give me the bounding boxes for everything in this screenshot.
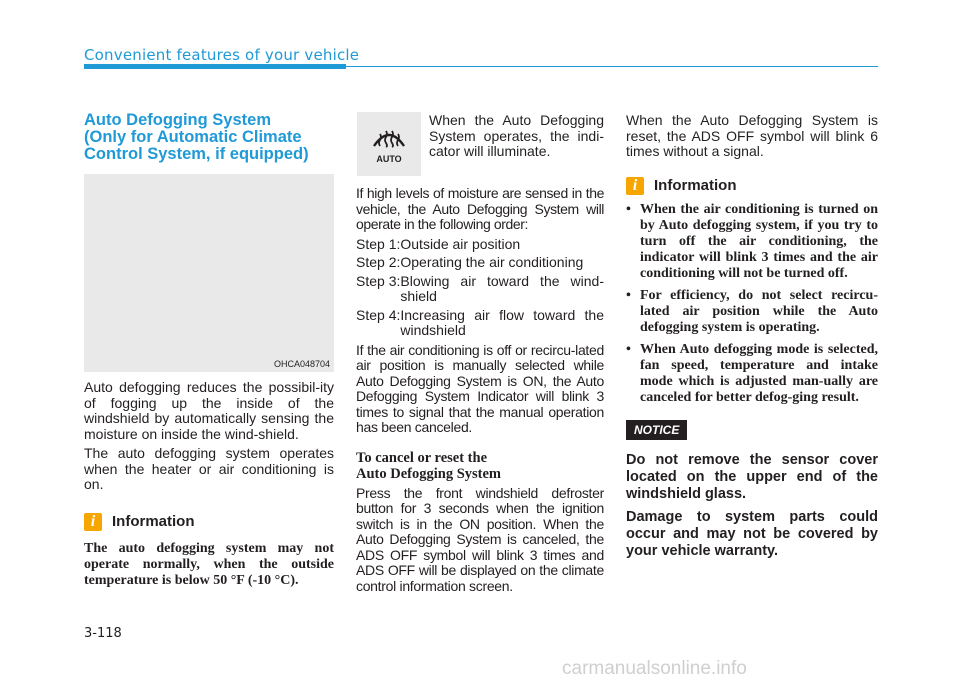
subsection-heading [356, 450, 604, 482]
page-number: 3-118 [84, 626, 122, 641]
info-text: The auto defogging system may not operate normally, when the outside temperature is below 50 °F (-10 °C). [84, 540, 334, 588]
watermark: carmanualsonline.info [562, 658, 747, 679]
list-item [626, 342, 878, 406]
figure-image [84, 174, 334, 372]
bullet-text: When Auto defogging mode is selected, fan speed, temperature and intake mode which is adjusted man-ually are canceled for better defog-ging result. [640, 341, 878, 405]
defrost-auto-icon [357, 112, 421, 176]
header-accent-bar [84, 64, 346, 69]
info-icon: i [84, 513, 102, 531]
info-bullet-list [626, 202, 878, 406]
notice-text: Do not remove the sensor cover located on the upper end of the windshield glass. [626, 451, 878, 502]
paragraph: Press the front windshield defroster button for 3 seconds when the ignition switch is in the ON position. When the Auto Defogging System is canceled, the ADS OFF symbol will blink 3 times and ADS OFF will be displayed on the climate control information screen. [356, 484, 604, 594]
step-text: Operating the air conditioning [400, 254, 584, 270]
section-title [84, 112, 344, 163]
step-text: Blowing air toward the wind-shield [400, 272, 604, 304]
figure-code: OHCA048704 [273, 359, 330, 369]
column-2-intro [429, 113, 604, 160]
step-text: Increasing air flow toward the windshield [400, 306, 604, 338]
column-3-body [626, 113, 878, 560]
subsection-heading-line: To cancel or reset the [356, 449, 488, 466]
column-1-body [84, 380, 334, 589]
paragraph: When the Auto Defogging System is reset, the ADS OFF symbol will blink 6 times without a signal. [626, 112, 878, 159]
info-title: Information [112, 513, 195, 530]
paragraph: When the Auto Defogging System operates, the indi-cator will illuminate. [429, 112, 604, 159]
icon-caption: AUTO [376, 154, 402, 164]
paragraph: The auto defogging system operates when the heater or air conditioning is on. [84, 445, 334, 492]
column-2-body [356, 186, 604, 594]
header-rule [346, 66, 878, 67]
section-title-line: Control System, if equipped) [84, 145, 309, 163]
bullet-icon: • [626, 341, 631, 357]
subsection-heading-line: Auto Defogging System [356, 465, 501, 482]
paragraph: Auto defogging reduces the possibil-ity of fogging up the inside of the windshield by automatically sensing the moisture on inside the wind-shield. [84, 379, 334, 442]
info-heading [626, 176, 878, 196]
step-label: Step 3: [356, 272, 401, 289]
paragraph: If the air conditioning is off or recircu-lated air position is manually selected while Auto Defogging System is ON, the Auto Defogging System Indicator will blink 3 times to signal that the manual operation has been canceled. [356, 341, 604, 435]
paragraph: If high levels of moisture are sensed in the vehicle, the Auto Defogging System will operate in the following order: [356, 185, 604, 232]
step-label: Step 2: [356, 254, 401, 270]
notice-badge: NOTICE [626, 420, 687, 440]
section-title-line: Auto Defogging System [84, 111, 272, 129]
defrost-icon-graphic [357, 112, 421, 176]
step-item [356, 274, 604, 305]
info-heading [84, 512, 334, 532]
info-icon: i [626, 177, 644, 195]
bullet-text: For efficiency, do not select recircu-lated air position while the Auto defogging system is operating. [640, 287, 878, 335]
list-item [626, 202, 878, 282]
notice-text: Damage to system parts could occur and may not be covered by your vehicle warranty. [626, 508, 878, 559]
running-header: Convenient features of your vehicle [84, 46, 360, 64]
list-item [626, 288, 878, 336]
info-title: Information [654, 177, 737, 194]
bullet-icon: • [626, 201, 631, 217]
step-item [356, 255, 604, 271]
step-item [356, 237, 604, 253]
section-title-line: (Only for Automatic Climate [84, 128, 302, 146]
bullet-text: When the air conditioning is turned on by Auto defogging system, if you try to turn off the air conditioning, the indicator will blink 3 times and the air conditioning will not be turned off. [640, 201, 878, 281]
step-label: Step 4: [356, 306, 401, 323]
notice-block [626, 420, 878, 440]
step-text: Outside air position [400, 235, 521, 252]
bullet-icon: • [626, 287, 631, 303]
step-label: Step 1: [356, 235, 401, 252]
step-item [356, 308, 604, 339]
